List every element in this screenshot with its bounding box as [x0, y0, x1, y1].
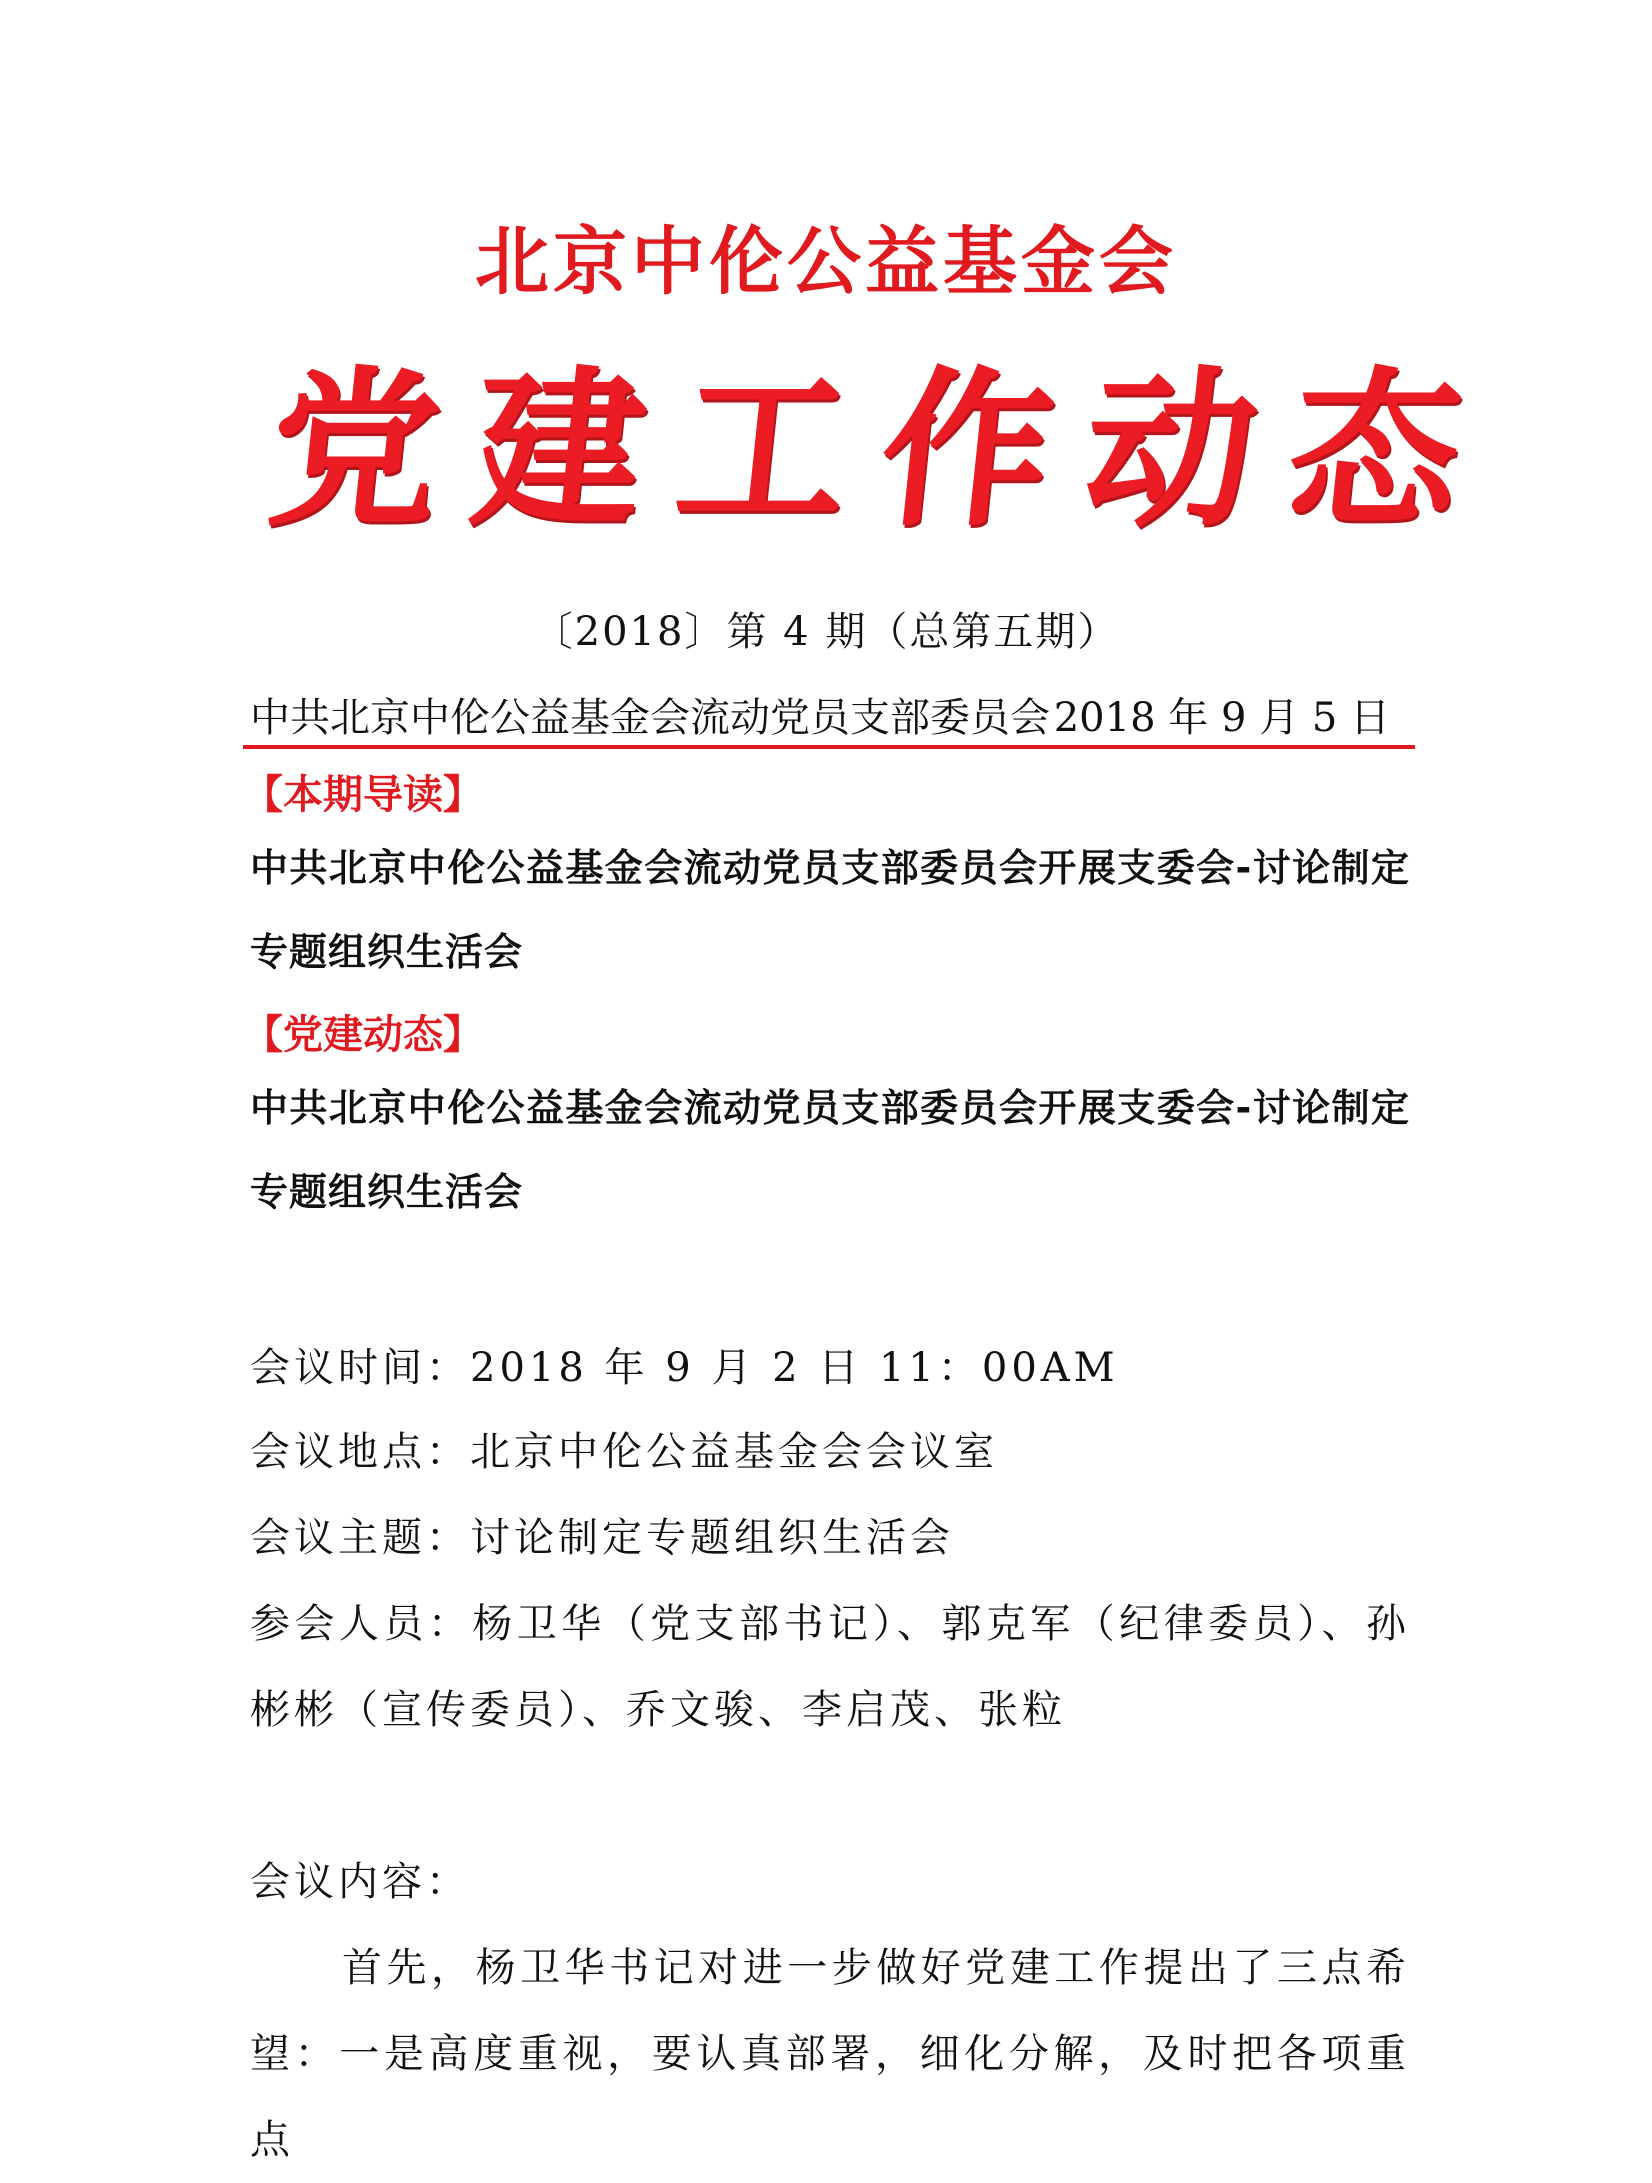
- news-title: 中共北京中伦公益基金会流动党员支部委员会开展支委会-讨论制定专题组织生活会: [250, 1086, 1410, 1214]
- meeting-topic: 会议主题：讨论制定专题组织生活会: [250, 1515, 954, 1561]
- news-heading: 【党建动态】: [243, 1012, 483, 1058]
- masthead-char: 态: [1279, 350, 1471, 550]
- masthead-char: 建: [463, 350, 655, 550]
- meeting-attendees: 参会人员：杨卫华（党支部书记）、郭克军（纪律委员）、孙彬彬（宣传委员）、乔文骏、李启茂、张粒: [250, 1601, 1410, 1733]
- content-label: 会议内容：: [250, 1859, 470, 1905]
- organization-title: 北京中伦公益基金会: [475, 219, 1177, 305]
- masthead-char: 工: [667, 350, 859, 550]
- publisher-name: 中共北京中伦公益基金会流动党员支部委员会: [250, 695, 1050, 741]
- masthead-char: 党: [259, 350, 451, 550]
- issue-number: 〔2018〕第 4 期（总第五期）: [532, 609, 1120, 655]
- masthead: [259, 350, 1471, 550]
- masthead-char: 作: [871, 350, 1063, 550]
- content-paragraph: 首先，杨卫华书记对进一步做好党建工作提出了三点希望：一是高度重视，要认真部署，细化分解，及时把各项重点: [250, 1945, 1410, 2163]
- publish-date: 2018 年 9 月 5 日: [1053, 695, 1390, 741]
- meeting-time: 会议时间：2018 年 9 月 2 日 11：00AM: [250, 1345, 1119, 1391]
- header-divider: [243, 745, 1415, 749]
- meeting-place: 会议地点：北京中伦公益基金会会议室: [250, 1429, 998, 1475]
- masthead-char: 动: [1075, 350, 1267, 550]
- publisher-row: [250, 695, 1390, 741]
- preview-heading: 【本期导读】: [243, 772, 483, 818]
- preview-text: 中共北京中伦公益基金会流动党员支部委员会开展支委会-讨论制定专题组织生活会: [250, 846, 1410, 974]
